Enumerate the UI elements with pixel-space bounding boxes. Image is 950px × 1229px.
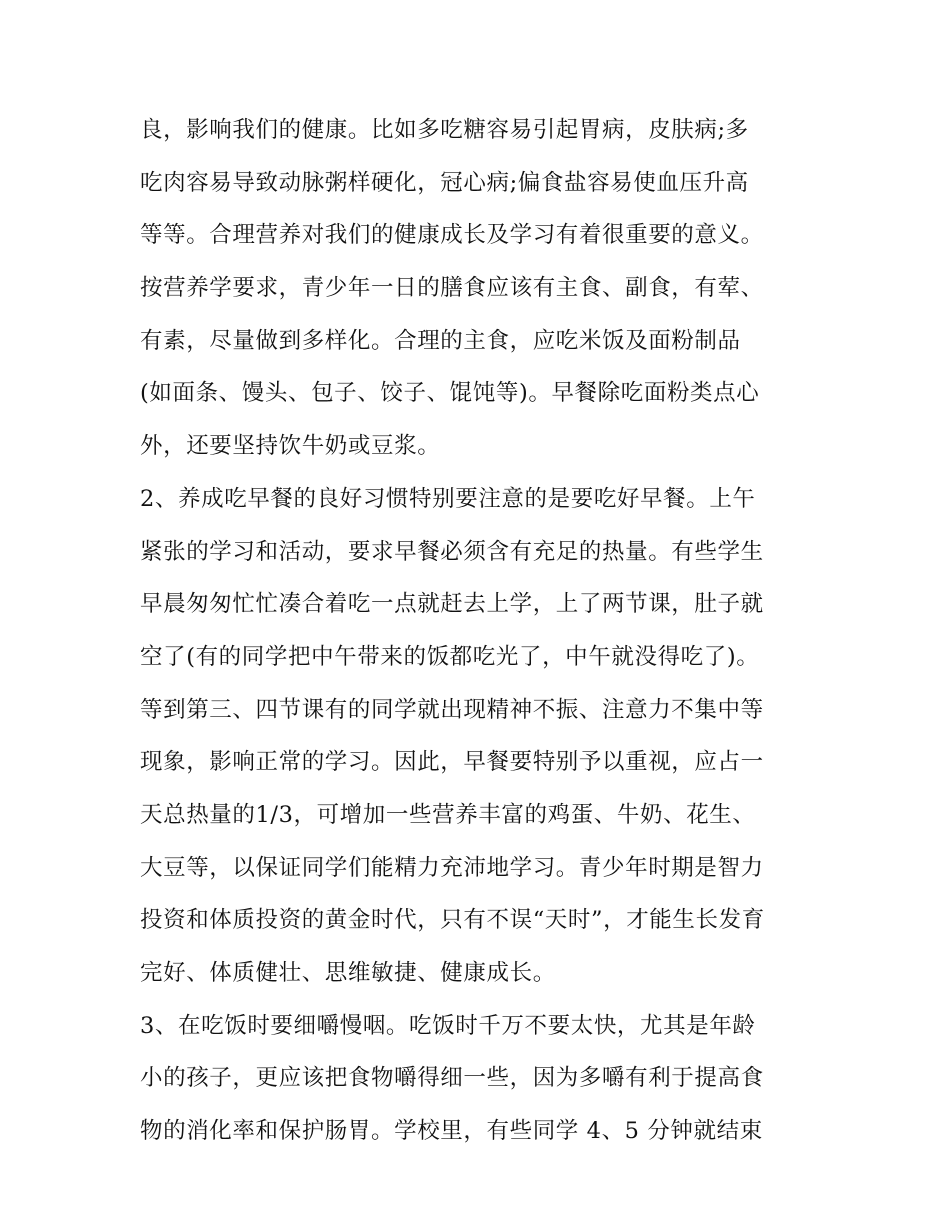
text-line: 现象，影响正常的学习。因此，早餐要特别予以重视，应占一 — [140, 749, 764, 776]
text-line: 完好、体质健壮、思维敏捷、健康成长。 — [140, 960, 556, 986]
text-line: 有素，尽量做到多样化。合理的主食，应吃米饭及面粉制品 — [140, 327, 741, 354]
text-line: (如面条、馒头、包子、饺子、馄饨等)。早餐除吃面粉类点心 — [140, 380, 760, 407]
text-line: 大豆等，以保证同学们能精力充沛地学习。青少年时期是智力 — [140, 854, 764, 881]
text-line: 天总热量的1/3，可增加一些营养丰富的鸡蛋、牛奶、花生、 — [140, 801, 756, 828]
text-line: 等到第三、四节课有的同学就出现精神不振、注意力不集中等 — [140, 696, 764, 723]
text-line: 早晨匆匆忙忙凑合着吃一点就赶去上学，上了两节课，肚子就 — [140, 591, 764, 618]
text-line: 良，影响我们的健康。比如多吃糖容易引起胃病，皮肤病;多 — [140, 117, 749, 143]
text-line: 等等。合理营养对我们的健康成长及学习有着很重要的意义。 — [140, 222, 764, 249]
text-line: 小的孩子，更应该把食物嚼得细一些，因为多嚼有利于提高食 — [140, 1065, 764, 1092]
text-line: 外，还要坚持饮牛奶或豆浆。 — [140, 433, 441, 460]
text-line: 空了(有的同学把中午带来的饭都吃光了，中午就没得吃了)。 — [140, 643, 760, 670]
text-line: 按营养学要求，青少年一日的膳食应该有主食、副食，有荤、 — [140, 275, 764, 302]
text-line: 投资和体质投资的黄金时代，只有不误“天时”，才能生长发育 — [140, 907, 765, 934]
text-line: 吃肉容易导致动脉粥样硬化，冠心病;偏食盐容易使血压升高 — [140, 169, 749, 196]
body-text — [140, 104, 830, 1158]
text-line: 3、在吃饭时要细嚼慢咽。吃饭时千万不要太快，尤其是年龄 — [140, 1012, 756, 1039]
text-line: 紧张的学习和活动，要求早餐必须含有充足的热量。有些学生 — [140, 538, 764, 565]
text-line: 物的消化率和保护肠胃。学校里，有些同学 4、5 分钟就结束 — [140, 1118, 763, 1145]
text-line: 2、养成吃早餐的良好习惯特别要注意的是要吃好早餐。上午 — [140, 485, 756, 512]
